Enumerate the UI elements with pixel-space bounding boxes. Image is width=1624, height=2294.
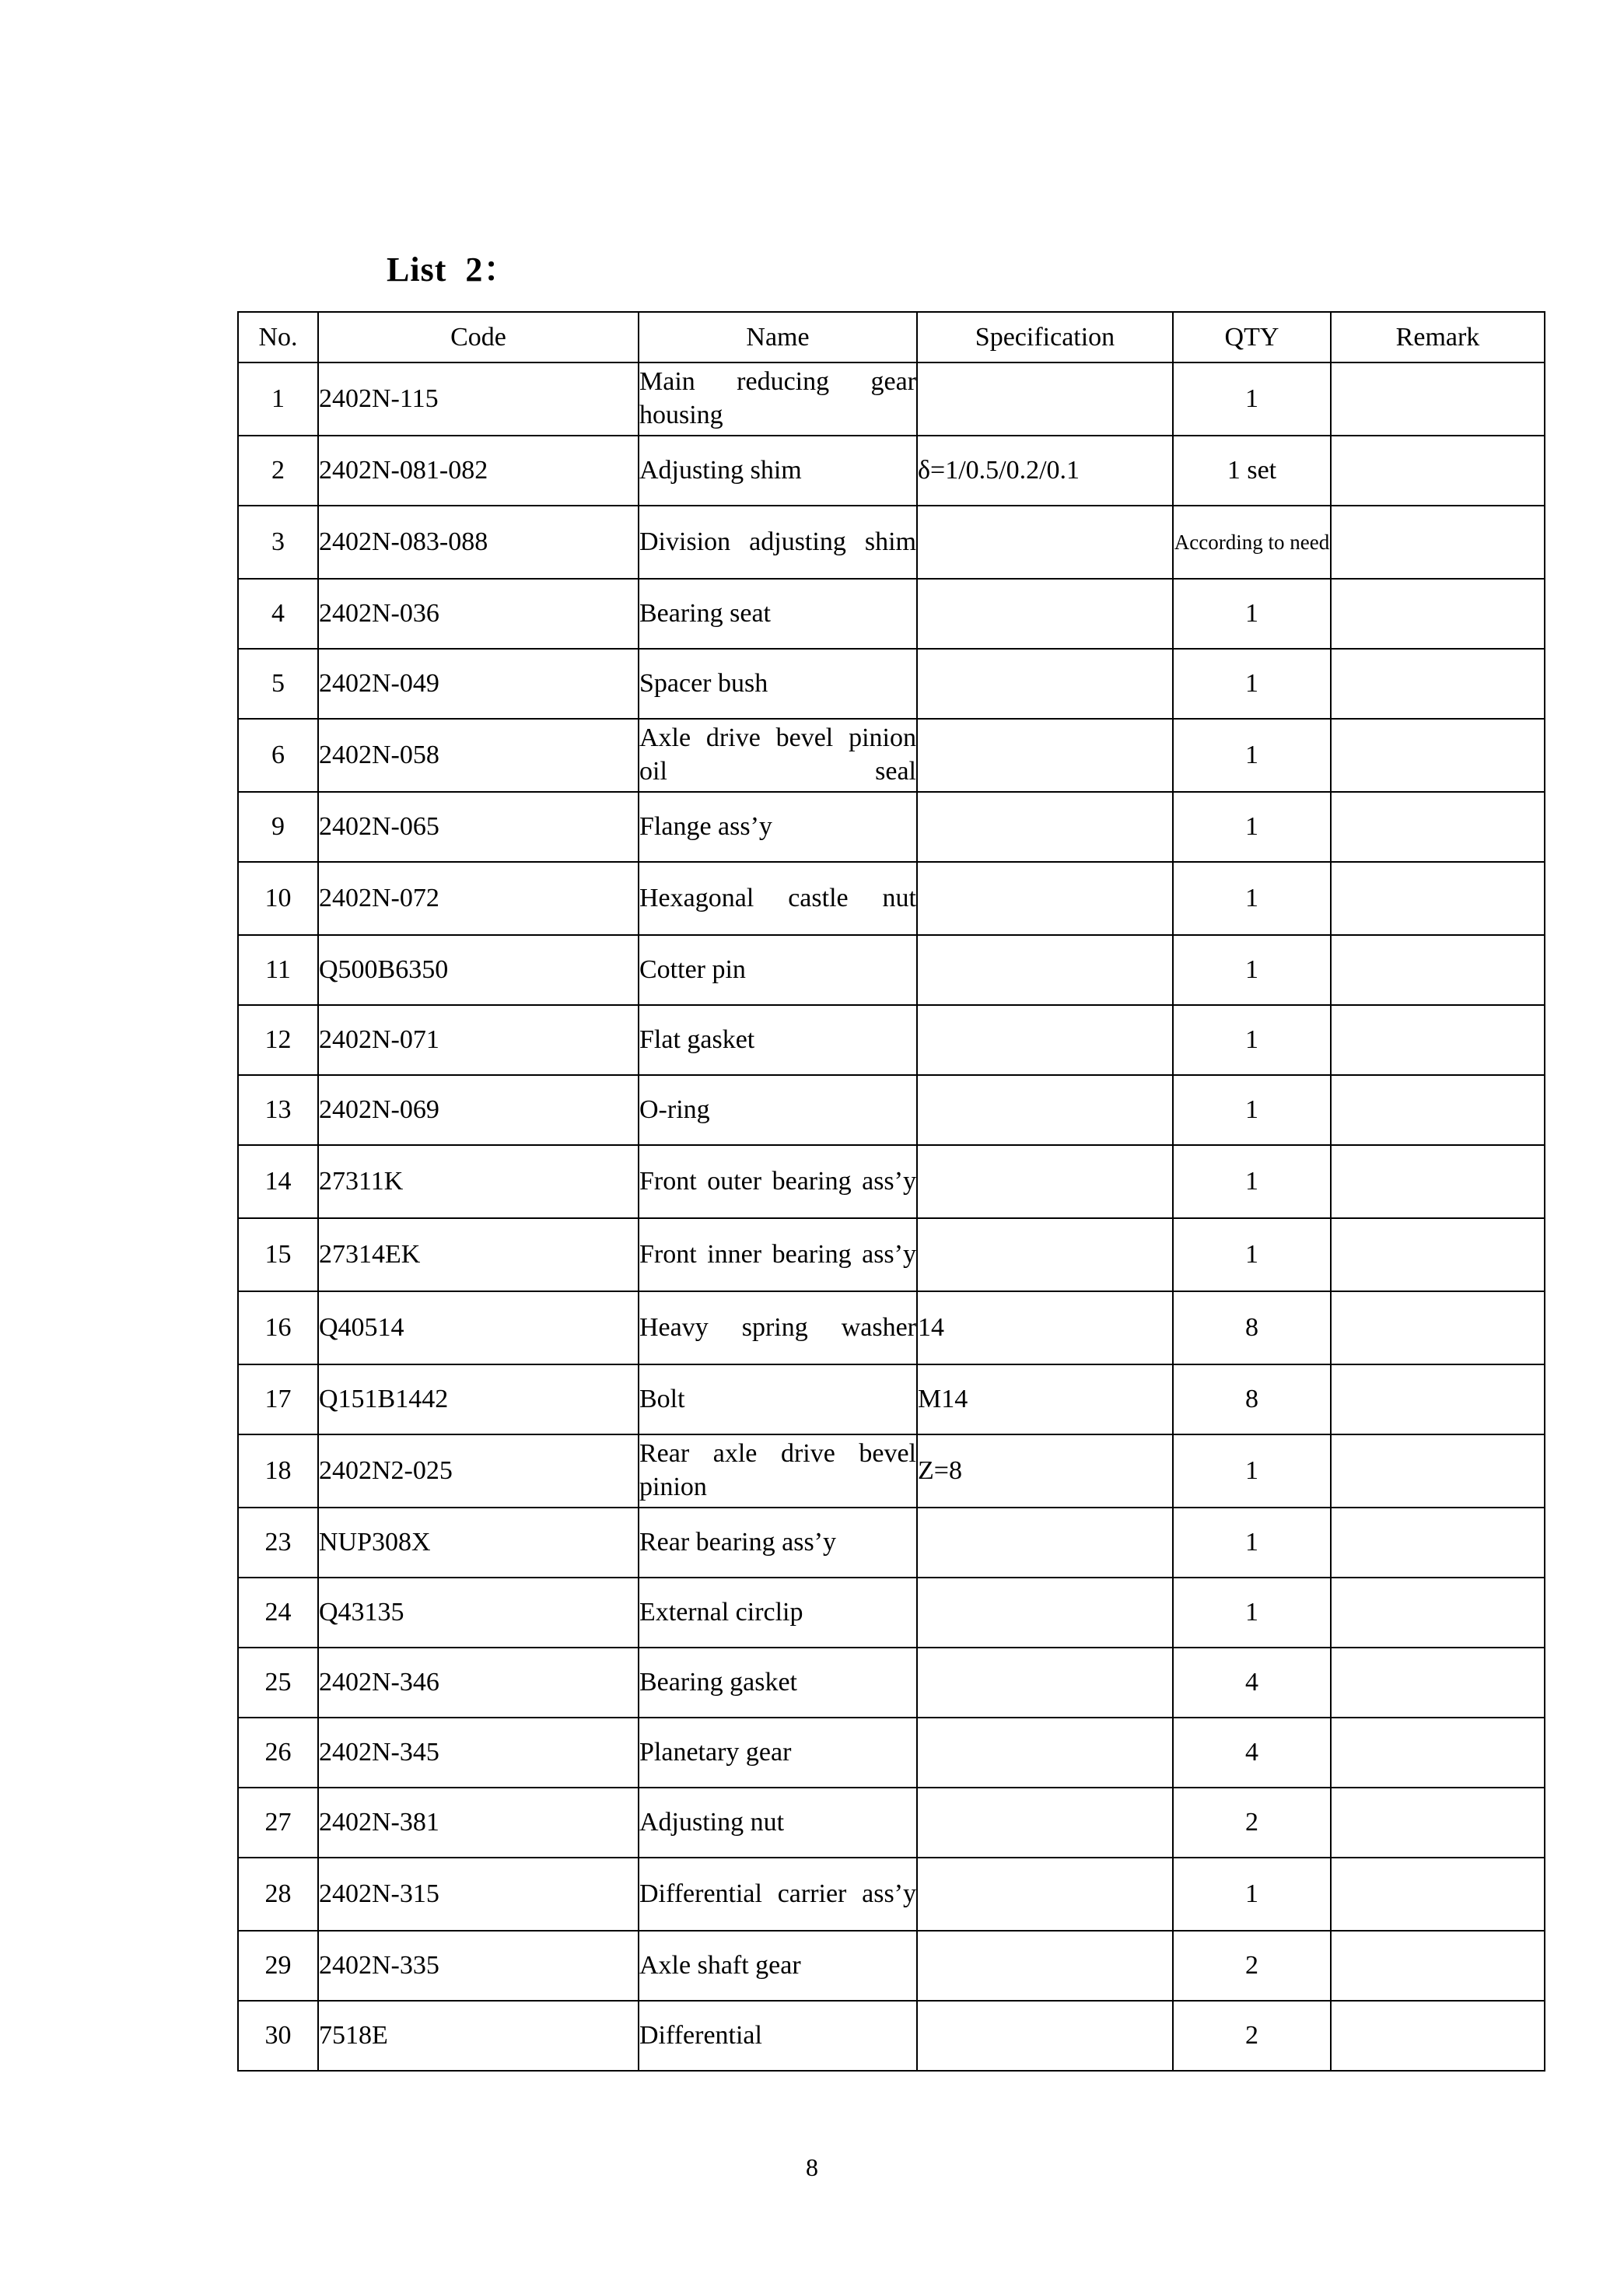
cell-code: 2402N-315 xyxy=(318,1858,639,1931)
table-header-row xyxy=(238,312,1545,362)
cell-code: 2402N-083-088 xyxy=(318,506,639,579)
cell-code: 2402N-065 xyxy=(318,792,639,862)
cell-code: 2402N-115 xyxy=(318,362,639,436)
cell-quantity: 8 xyxy=(1173,1291,1331,1364)
cell-number: 11 xyxy=(238,935,318,1005)
table-row xyxy=(238,1005,1545,1075)
cell-name: Bearing seat xyxy=(639,579,917,649)
cell-specification xyxy=(917,1005,1173,1075)
cell-number: 17 xyxy=(238,1364,318,1434)
cell-specification xyxy=(917,1648,1173,1718)
cell-quantity: 1 xyxy=(1173,362,1331,436)
cell-number: 9 xyxy=(238,792,318,862)
cell-remark xyxy=(1331,862,1545,935)
table-row xyxy=(238,1434,1545,1508)
column-header-remark: Remark xyxy=(1331,312,1545,362)
cell-number: 18 xyxy=(238,1434,318,1508)
table-row xyxy=(238,506,1545,579)
page-title: List 2： xyxy=(387,250,519,289)
parts-table-container xyxy=(237,311,1544,2072)
cell-remark xyxy=(1331,1364,1545,1434)
cell-specification xyxy=(917,1218,1173,1291)
table-row xyxy=(238,649,1545,719)
cell-code: Q500B6350 xyxy=(318,935,639,1005)
cell-name: Differential xyxy=(639,2001,917,2071)
cell-code: 2402N-335 xyxy=(318,1931,639,2001)
cell-name: Planetary gear xyxy=(639,1718,917,1788)
cell-name: O-ring xyxy=(639,1075,917,1145)
table-row xyxy=(238,1858,1545,1931)
cell-specification xyxy=(917,1858,1173,1931)
table-row xyxy=(238,362,1545,436)
cell-specification xyxy=(917,1718,1173,1788)
cell-specification xyxy=(917,719,1173,792)
table-row xyxy=(238,579,1545,649)
cell-specification xyxy=(917,935,1173,1005)
cell-quantity: 4 xyxy=(1173,1718,1331,1788)
cell-name: Division adjusting shim xyxy=(639,506,917,579)
cell-quantity: 8 xyxy=(1173,1364,1331,1434)
cell-number: 24 xyxy=(238,1578,318,1648)
cell-code: 27311K xyxy=(318,1145,639,1218)
cell-code: 2402N-049 xyxy=(318,649,639,719)
cell-remark xyxy=(1331,436,1545,506)
cell-code: 2402N-345 xyxy=(318,1718,639,1788)
cell-remark xyxy=(1331,1718,1545,1788)
cell-name: Cotter pin xyxy=(639,935,917,1005)
cell-specification xyxy=(917,792,1173,862)
parts-table xyxy=(237,311,1545,2072)
cell-code: Q43135 xyxy=(318,1578,639,1648)
table-row xyxy=(238,1075,1545,1145)
cell-name: Bolt xyxy=(639,1364,917,1434)
cell-number: 10 xyxy=(238,862,318,935)
cell-remark xyxy=(1331,506,1545,579)
table-row xyxy=(238,1931,1545,2001)
cell-name: Main reducing gear housing xyxy=(639,362,917,436)
cell-remark xyxy=(1331,1434,1545,1508)
page-number: 8 xyxy=(806,2153,818,2181)
cell-remark xyxy=(1331,1931,1545,2001)
cell-code: Q151B1442 xyxy=(318,1364,639,1434)
cell-remark xyxy=(1331,2001,1545,2071)
cell-quantity: 1 xyxy=(1173,862,1331,935)
cell-specification: δ=1/0.5/0.2/0.1 xyxy=(917,436,1173,506)
cell-number: 25 xyxy=(238,1648,318,1718)
cell-number: 26 xyxy=(238,1718,318,1788)
cell-quantity: 1 xyxy=(1173,719,1331,792)
table-row xyxy=(238,792,1545,862)
cell-name: Flat gasket xyxy=(639,1005,917,1075)
table-row xyxy=(238,862,1545,935)
column-header-qty: QTY xyxy=(1173,312,1331,362)
cell-quantity: 1 xyxy=(1173,649,1331,719)
cell-specification xyxy=(917,1075,1173,1145)
table-row xyxy=(238,2001,1545,2071)
cell-specification xyxy=(917,506,1173,579)
cell-remark xyxy=(1331,1788,1545,1858)
cell-number: 1 xyxy=(238,362,318,436)
cell-quantity: 1 xyxy=(1173,1508,1331,1578)
cell-code: NUP308X xyxy=(318,1508,639,1578)
cell-name: Axle drive bevel pinion oil seal xyxy=(639,719,917,792)
cell-name: Flange ass’y xyxy=(639,792,917,862)
cell-specification xyxy=(917,1145,1173,1218)
cell-remark xyxy=(1331,1075,1545,1145)
column-header-spec: Specification xyxy=(917,312,1173,362)
table-row xyxy=(238,1508,1545,1578)
cell-quantity: 1 xyxy=(1173,792,1331,862)
cell-name: Adjusting shim xyxy=(639,436,917,506)
cell-quantity: 2 xyxy=(1173,1788,1331,1858)
cell-code: 27314EK xyxy=(318,1218,639,1291)
cell-specification xyxy=(917,579,1173,649)
cell-specification xyxy=(917,362,1173,436)
cell-number: 15 xyxy=(238,1218,318,1291)
cell-quantity: 1 xyxy=(1173,1578,1331,1648)
cell-code: 2402N-381 xyxy=(318,1788,639,1858)
cell-number: 3 xyxy=(238,506,318,579)
cell-specification: 14 xyxy=(917,1291,1173,1364)
cell-code: 2402N-072 xyxy=(318,862,639,935)
cell-remark xyxy=(1331,1218,1545,1291)
cell-name: Front outer bearing ass’y xyxy=(639,1145,917,1218)
cell-name: Differential carrier ass’y xyxy=(639,1858,917,1931)
cell-quantity: 2 xyxy=(1173,2001,1331,2071)
table-row xyxy=(238,1364,1545,1434)
cell-quantity: 1 xyxy=(1173,579,1331,649)
cell-number: 27 xyxy=(238,1788,318,1858)
cell-specification xyxy=(917,1508,1173,1578)
cell-name: Spacer bush xyxy=(639,649,917,719)
cell-specification xyxy=(917,1788,1173,1858)
cell-quantity: 1 xyxy=(1173,1218,1331,1291)
cell-number: 30 xyxy=(238,2001,318,2071)
cell-number: 28 xyxy=(238,1858,318,1931)
column-header-name: Name xyxy=(639,312,917,362)
cell-name: Rear bearing ass’y xyxy=(639,1508,917,1578)
column-header-code: Code xyxy=(318,312,639,362)
parts-table-body xyxy=(238,312,1545,2071)
cell-remark xyxy=(1331,1858,1545,1931)
cell-name: Bearing gasket xyxy=(639,1648,917,1718)
cell-specification xyxy=(917,1578,1173,1648)
table-row xyxy=(238,1718,1545,1788)
cell-remark xyxy=(1331,1648,1545,1718)
cell-specification xyxy=(917,862,1173,935)
cell-name: Front inner bearing ass’y xyxy=(639,1218,917,1291)
cell-code: 2402N-346 xyxy=(318,1648,639,1718)
cell-specification xyxy=(917,649,1173,719)
cell-quantity: 4 xyxy=(1173,1648,1331,1718)
cell-number: 2 xyxy=(238,436,318,506)
cell-code: 2402N-069 xyxy=(318,1075,639,1145)
cell-code: 2402N2-025 xyxy=(318,1434,639,1508)
cell-number: 23 xyxy=(238,1508,318,1578)
cell-code: 7518E xyxy=(318,2001,639,2071)
cell-number: 4 xyxy=(238,579,318,649)
table-row xyxy=(238,1218,1545,1291)
table-row xyxy=(238,1578,1545,1648)
cell-number: 6 xyxy=(238,719,318,792)
table-row xyxy=(238,1648,1545,1718)
cell-number: 29 xyxy=(238,1931,318,2001)
cell-number: 16 xyxy=(238,1291,318,1364)
table-row xyxy=(238,1145,1545,1218)
table-row xyxy=(238,1291,1545,1364)
cell-remark xyxy=(1331,1508,1545,1578)
cell-number: 13 xyxy=(238,1075,318,1145)
cell-quantity: 1 xyxy=(1173,1005,1331,1075)
cell-quantity: 1 xyxy=(1173,1075,1331,1145)
cell-remark xyxy=(1331,1578,1545,1648)
cell-number: 5 xyxy=(238,649,318,719)
cell-name: Rear axle drive bevel pinion xyxy=(639,1434,917,1508)
cell-remark xyxy=(1331,362,1545,436)
cell-specification: Z=8 xyxy=(917,1434,1173,1508)
cell-remark xyxy=(1331,1145,1545,1218)
table-row xyxy=(238,719,1545,792)
cell-quantity: 1 xyxy=(1173,1858,1331,1931)
cell-code: 2402N-036 xyxy=(318,579,639,649)
cell-name: Adjusting nut xyxy=(639,1788,917,1858)
table-row xyxy=(238,935,1545,1005)
cell-number: 14 xyxy=(238,1145,318,1218)
cell-remark xyxy=(1331,649,1545,719)
cell-name: Hexagonal castle nut xyxy=(639,862,917,935)
cell-code: Q40514 xyxy=(318,1291,639,1364)
cell-number: 12 xyxy=(238,1005,318,1075)
cell-remark xyxy=(1331,792,1545,862)
cell-name: External circlip xyxy=(639,1578,917,1648)
cell-quantity: 1 xyxy=(1173,1145,1331,1218)
cell-code: 2402N-081-082 xyxy=(318,436,639,506)
cell-name: Heavy spring washer xyxy=(639,1291,917,1364)
cell-name: Axle shaft gear xyxy=(639,1931,917,2001)
cell-quantity: 1 set xyxy=(1173,436,1331,506)
cell-remark xyxy=(1331,719,1545,792)
cell-quantity: 1 xyxy=(1173,935,1331,1005)
table-row xyxy=(238,436,1545,506)
cell-specification xyxy=(917,2001,1173,2071)
table-row xyxy=(238,1788,1545,1858)
cell-quantity: 2 xyxy=(1173,1931,1331,2001)
column-header-no: No. xyxy=(238,312,318,362)
cell-specification: M14 xyxy=(917,1364,1173,1434)
cell-quantity: 1 xyxy=(1173,1434,1331,1508)
cell-quantity: According to need xyxy=(1173,506,1331,579)
cell-code: 2402N-071 xyxy=(318,1005,639,1075)
cell-remark xyxy=(1331,1005,1545,1075)
cell-specification xyxy=(917,1931,1173,2001)
cell-remark xyxy=(1331,1291,1545,1364)
cell-code: 2402N-058 xyxy=(318,719,639,792)
cell-remark xyxy=(1331,579,1545,649)
cell-remark xyxy=(1331,935,1545,1005)
